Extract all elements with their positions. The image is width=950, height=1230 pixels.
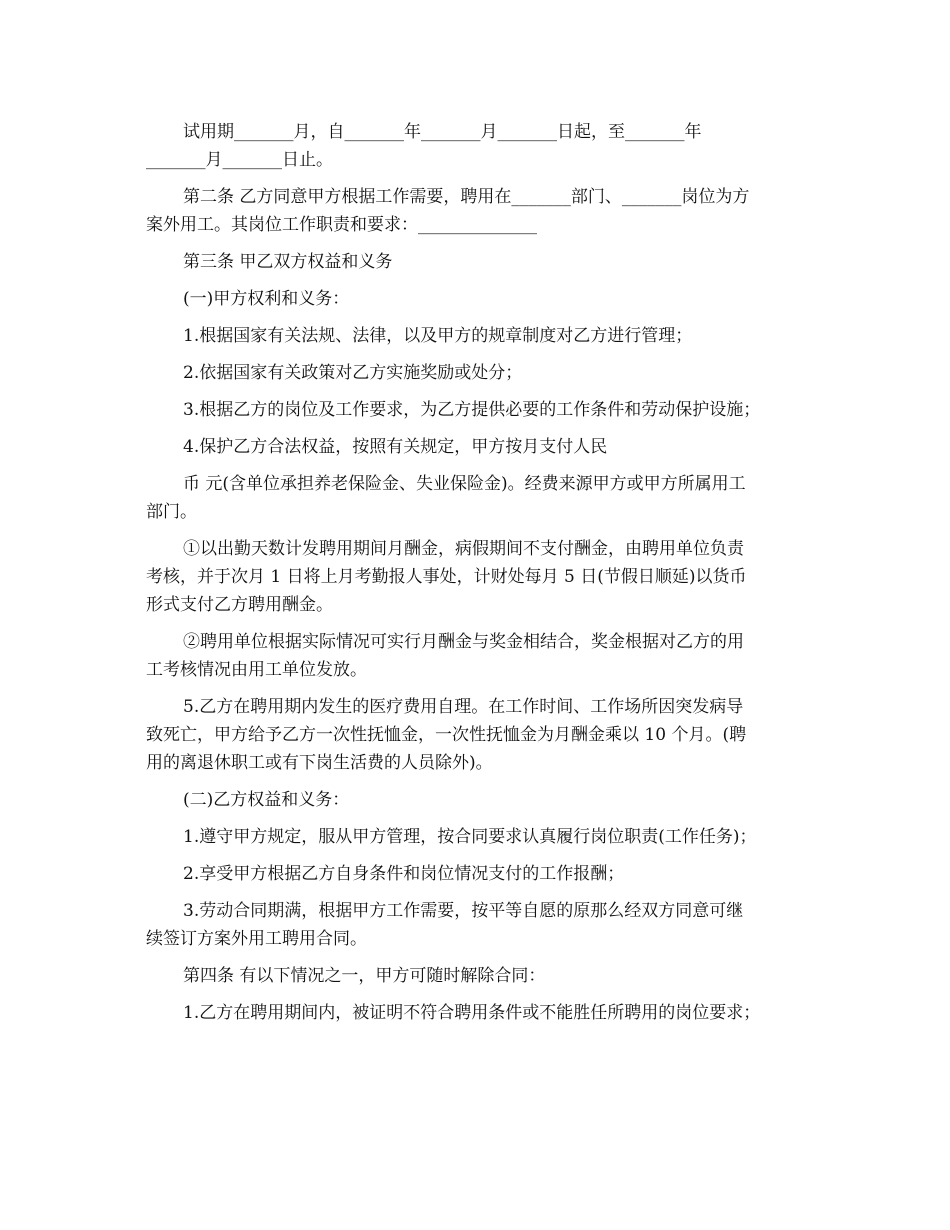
text-line: 3.根据乙方的岗位及工作要求，为乙方提供必要的工作条件和劳动保护设施；	[183, 400, 761, 420]
item-b-3	[146, 897, 806, 953]
paragraph-salary	[146, 470, 806, 526]
text-line: 第四条 有以下情况之一，甲方可随时解除合同：	[183, 966, 546, 986]
text-line: 5.乙方在聘用期内发生的医疗费用自理。在工作时间、工作场所因突发病导	[183, 697, 744, 717]
text-line: 工考核情况由用工单位发放。	[146, 660, 367, 680]
text-line: 4.保护乙方合法权益，按照有关规定，甲方按月支付人民	[183, 437, 608, 457]
item-circle-1	[146, 535, 806, 619]
text-line: 用的离退休职工或有下岗生活费的人员除外)。	[146, 753, 493, 773]
item-b-2	[146, 860, 806, 888]
text-line: 致死亡，甲方给予乙方一次性抚恤金，一次性抚恤金为月酬金乘以 10 个月。(聘	[146, 725, 747, 745]
text-line: 3.劳动合同期满，根据甲方工作需要，按平等自愿的原那么经双方同意可继	[183, 901, 744, 921]
text-line: 2.依据国家有关政策对乙方实施奖励或处分；	[183, 363, 523, 383]
text-line: 案外用工。其岗位工作职责和要求：______________	[146, 215, 537, 235]
text-line: 形式支付乙方聘用酬金。	[146, 595, 333, 615]
heading-party-a-rights	[146, 285, 806, 313]
text-line: 第二条 乙方同意甲方根据工作需要，聘用在_______部门、_______岗位为方	[183, 187, 750, 207]
paragraph-probation	[146, 118, 806, 174]
text-line: 币 元(含单位承担养老保险金、失业保险金)。经费来源甲方或甲方所属用工	[183, 474, 746, 494]
item-a-3	[146, 396, 806, 424]
heading-article-3	[146, 248, 806, 276]
text-line: 1.乙方在聘用期间内，被证明不符合聘用条件或不能胜任所聘用的岗位要求；	[183, 1003, 761, 1023]
heading-party-b-rights	[146, 786, 806, 814]
text-line: (一)甲方权利和义务：	[183, 289, 350, 309]
text-line: 1.根据国家有关法规、法律，以及甲方的规章制度对乙方进行管理；	[183, 326, 693, 346]
item-a-1	[146, 322, 806, 350]
item-termination-1	[146, 999, 806, 1027]
text-line: ②聘用单位根据实际情况可实行月酬金与奖金相结合，奖金根据对乙方的用	[183, 632, 744, 652]
item-a-4	[146, 433, 806, 461]
text-line: 1.遵守甲方规定，服从甲方管理，按合同要求认真履行岗位职责(工作任务)；	[183, 827, 757, 847]
heading-article-4	[146, 962, 806, 990]
text-line: 试用期_______月，自_______年_______月_______日起，至_______年	[183, 122, 702, 142]
text-line: ①以出勤天数计发聘用期间月酬金，病假期间不支付酬金，由聘用单位负责	[183, 539, 744, 559]
text-line: 第三条 甲乙双方权益和义务	[183, 252, 393, 272]
item-a-2	[146, 359, 806, 387]
text-line: 续签订方案外用工聘用合同。	[146, 929, 367, 949]
item-a-5	[146, 693, 806, 777]
text-line: _______月_______日止。	[146, 150, 333, 170]
text-line: (二)乙方权益和义务：	[183, 790, 350, 810]
text-line: 部门。	[146, 502, 197, 522]
text-line: 2.享受甲方根据乙方自身条件和岗位情况支付的工作报酬；	[183, 864, 625, 884]
paragraph-article-2	[146, 183, 806, 239]
text-line: 考核，并于次月 1 日将上月考勤报人事处，计财处每月 5 日(节假日顺延)以货币	[146, 567, 747, 587]
document-body	[146, 118, 806, 1036]
item-circle-2	[146, 628, 806, 684]
item-b-1	[146, 823, 806, 851]
